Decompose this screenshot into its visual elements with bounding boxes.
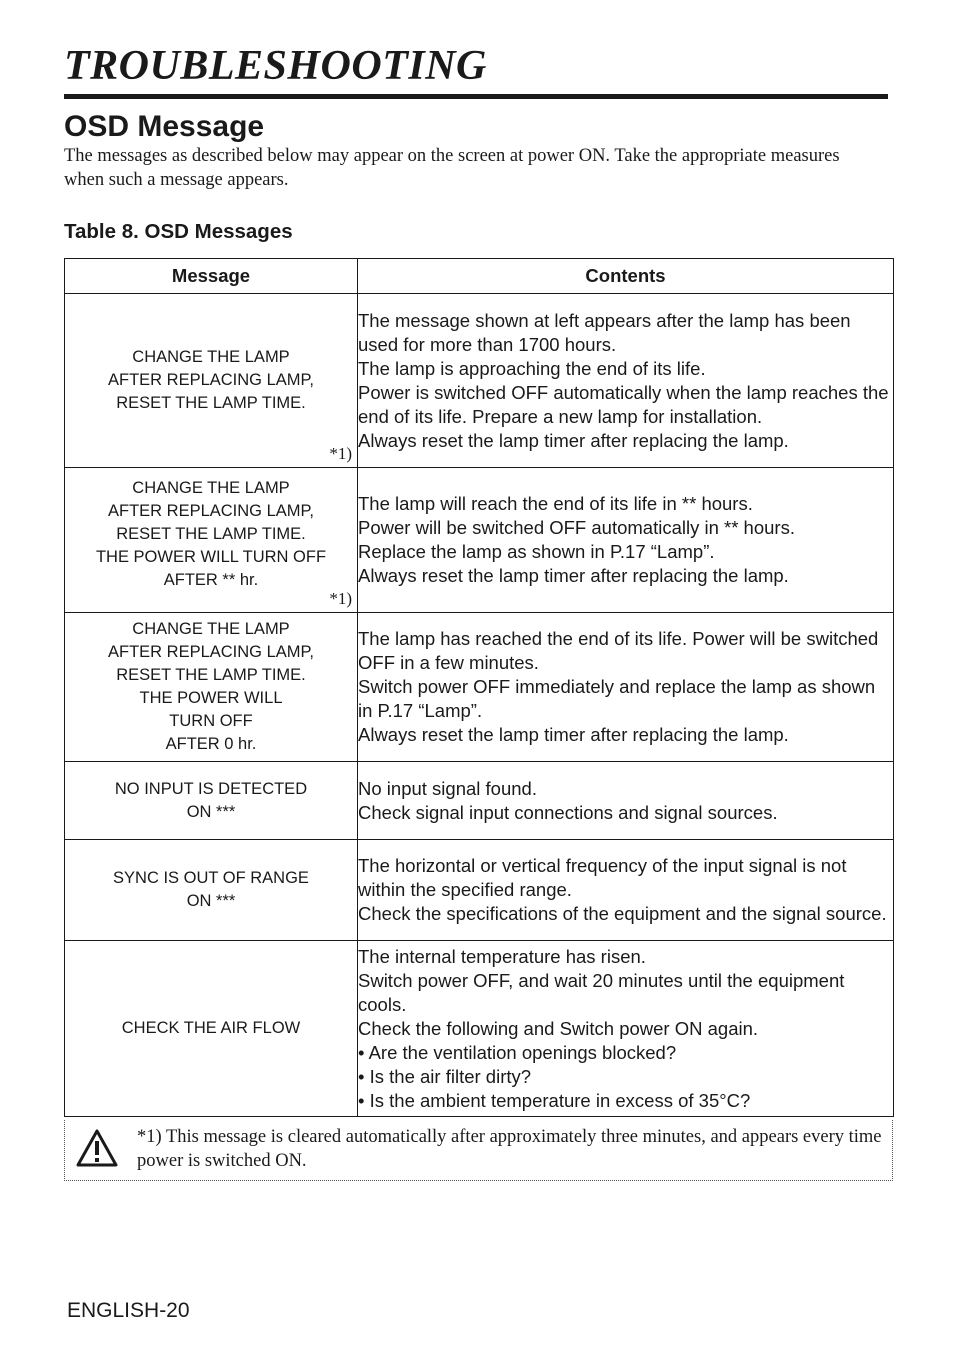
footnote-box [64,1120,893,1181]
message-cell [65,468,358,613]
message-cell [65,294,358,468]
message-cell [65,762,358,840]
osd-message-text: NO INPUT IS DETECTED ON *** [114,779,308,821]
osd-messages-table [64,258,894,1117]
content-line: Power will be switched OFF automatically in ** hours. [358,517,795,538]
content-line: Switch power OFF immediately and replace the lamp as shown in P.17 “Lamp”. [358,676,876,721]
osd-message-text: CHECK THE AIR FLOW [121,1019,301,1037]
content-line: • Are the ventilation openings blocked? [358,1041,677,1063]
content-line: Switch power OFF, and wait 20 minutes until the equipment cools. [358,969,845,1015]
osd-message-text: SYNC IS OUT OF RANGE ON *** [113,869,309,910]
contents-cell [358,941,894,1117]
content-line: Replace the lamp as shown in P.17 “Lamp”. [358,541,715,562]
contents-cell [358,468,894,613]
contents-cell [358,840,894,941]
table-row [65,762,894,840]
content-line: Power is switched OFF automatically when the lamp reaches the end of its life. Prepare a new lamp for installation. [358,381,889,427]
note-reference: *1) [329,444,352,463]
content-line: The lamp will reach the end of its life in ** hours. [358,493,753,514]
content-line: Always reset the lamp timer after replacing the lamp. [358,429,789,451]
osd-message-text: CHANGE THE LAMP AFTER REPLACING LAMP, RESET THE LAMP TIME. THE POWER WILL TURN OFF AFTER ** hr. [95,478,327,589]
message-cell [65,941,358,1117]
content-line: The message shown at left appears after the lamp has been used for more than 1700 hours. [358,309,851,355]
content-line: No input signal found. [358,777,537,799]
message-cell [65,840,358,941]
header-contents: Contents [358,259,894,294]
section-heading: OSD Message [64,110,265,143]
header-message: Message [65,259,358,294]
osd-message-text: CHANGE THE LAMP AFTER REPLACING LAMP, RESET THE LAMP TIME. THE POWER WILL TURN OFF AFTER 0 hr. [107,620,314,753]
content-line: Always reset the lamp timer after replacing the lamp. [358,565,789,586]
content-line: The internal temperature has risen. [358,945,646,967]
content-line: The lamp is approaching the end of its life. [358,357,706,379]
content-line: Check the following and Switch power ON again. [358,1017,759,1039]
table-row [65,613,894,762]
osd-message-text: CHANGE THE LAMP AFTER REPLACING LAMP, RESET THE LAMP TIME. [107,348,314,412]
page-number: ENGLISH-20 [67,1299,190,1322]
content-line: The lamp has reached the end of its life. Power will be switched OFF in a few minutes. [358,628,879,673]
content-line: • Is the ambient temperature in excess of 35°C? [358,1089,751,1111]
warning-triangle-icon [75,1128,119,1168]
table-row [65,294,894,468]
table-row [65,840,894,941]
footnote-text: *1) This message is cleared automatically after approximately three minutes, and appears every time power is switched ON. [137,1127,882,1171]
table-header-row [65,259,894,294]
contents-cell [358,294,894,468]
message-cell [65,613,358,762]
contents-cell [358,613,894,762]
content-line: Check signal input connections and signal sources. [358,801,778,823]
content-line: • Is the air filter dirty? [358,1065,532,1087]
contents-cell [358,762,894,840]
page-title: TROUBLESHOOTING [64,43,487,89]
table-row [65,468,894,613]
title-rule [64,94,888,99]
note-reference: *1) [329,589,352,608]
intro-paragraph: The messages as described below may appear on the screen at power ON. Take the appropriate measures when such a message appears. [64,146,840,190]
table-caption: Table 8. OSD Messages [64,220,293,243]
content-line: The horizontal or vertical frequency of the input signal is not within the specified range. [358,855,847,900]
content-line: Check the specifications of the equipment and the signal source. [358,903,887,924]
table-row [65,941,894,1117]
content-line: Always reset the lamp timer after replacing the lamp. [358,724,789,745]
